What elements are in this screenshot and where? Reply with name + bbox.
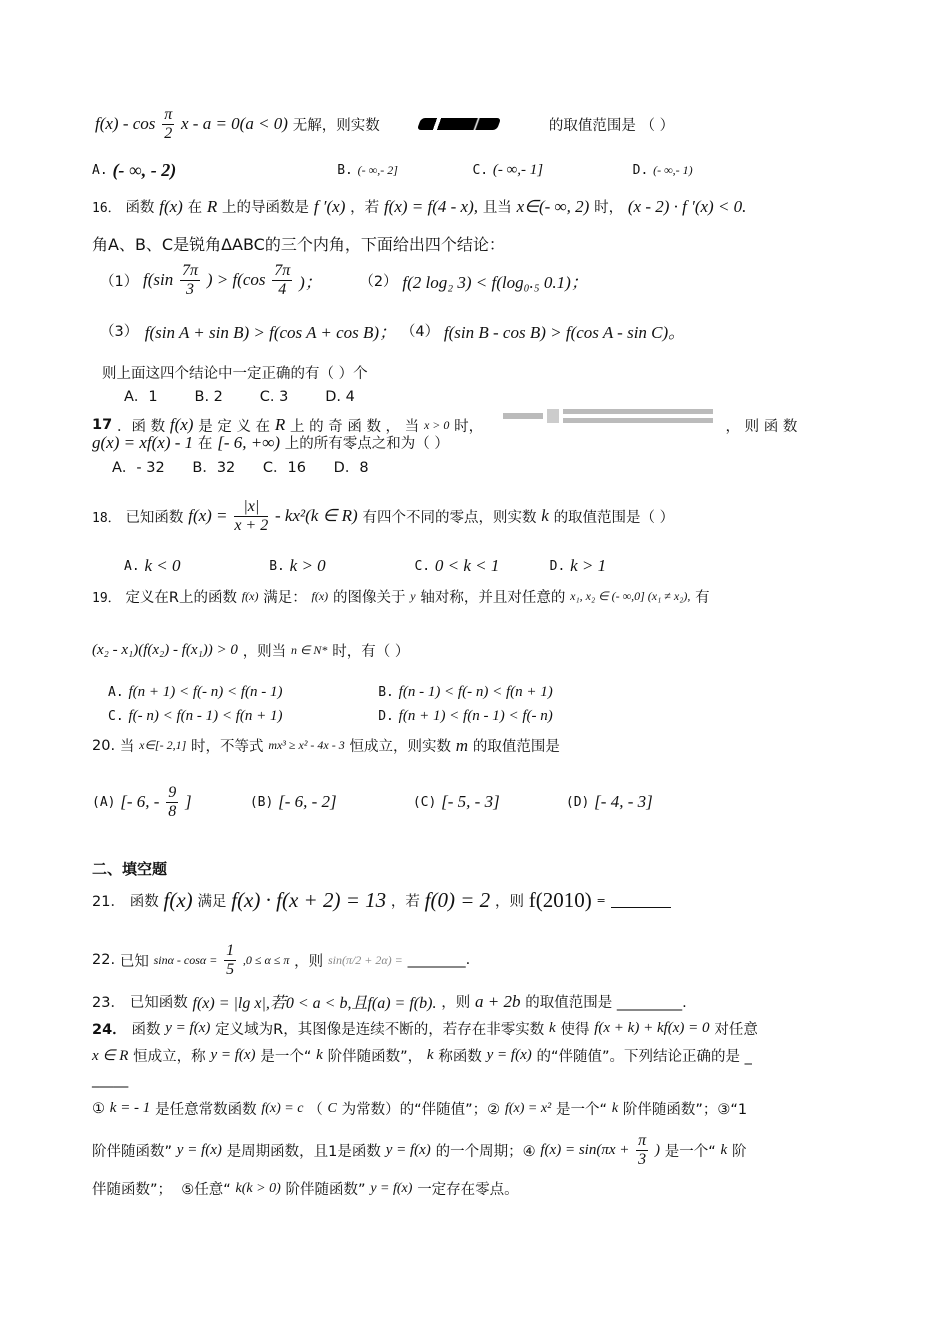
text: 上的导函数是 [222, 200, 310, 216]
option-b-value: k > 0 [289, 556, 326, 575]
option-c-value: (- ∞,- 1] [492, 162, 544, 178]
option-c-value: f(- n) < f(n - 1) < f(n + 1) [128, 707, 283, 724]
problem-17-options [112, 456, 369, 477]
math-expr: k [316, 1047, 323, 1063]
text: 满足 [197, 894, 227, 910]
option-c-value: [- 5, - 3] [441, 792, 500, 812]
statement-label: （3） [100, 324, 139, 340]
math-expr: n ∈ N* [290, 643, 328, 657]
options-text: A．1 B. 2 C. 3 D. 4 [124, 389, 355, 405]
answer-blank[interactable] [611, 893, 671, 908]
math-expr: ,0 ≤ α ≤ π [242, 952, 290, 967]
math-expr: k [549, 1020, 556, 1036]
math-expr: f(sin B - cos B) > f(cos A - sin C)。 [443, 323, 686, 342]
statement-label: （4） [400, 324, 440, 340]
problem-number: 20. [92, 737, 116, 754]
text: 的“伴随值”。下列结论正确的是 _ [536, 1049, 752, 1065]
option-label-c: C. [108, 708, 124, 724]
problem-20-stem [92, 735, 560, 756]
text: 函数 [125, 200, 155, 216]
math-expr: f(2010) [528, 888, 592, 912]
math-expr: sin(π/2 + 2α) = [327, 952, 403, 967]
math-expr: y = f(x) [176, 1141, 222, 1158]
text: 是一个“ [260, 1049, 312, 1065]
math-expr: f(x) = [188, 506, 228, 526]
math-expr: - kx²(k ∈ R) [275, 506, 358, 526]
text: 伴随函数”； ⑤任意“ [92, 1182, 231, 1198]
option-label-b: B. [337, 163, 353, 178]
fraction [180, 262, 200, 298]
math-expr: y [410, 589, 416, 603]
text: 在 [197, 436, 213, 452]
fraction-denominator: 5 [226, 960, 235, 978]
problem-number: 21． [92, 894, 125, 910]
text: 阶伴随函数”；③“1 [622, 1102, 748, 1118]
problem-16-options [124, 385, 355, 406]
option-label-a: A. [108, 684, 124, 700]
math-expr: f ′(x) [313, 196, 346, 216]
text: ① [92, 1100, 105, 1117]
text: ，则当 [242, 644, 287, 660]
math-expr: mx³ ≥ x² - 4x - 3 [268, 738, 345, 752]
text: 已知 [119, 953, 149, 970]
problem-17-stem [92, 405, 797, 436]
text: 定义域为R，其图像是连续不断的，若存在非零实数 [215, 1022, 545, 1038]
problem-16-statements-3-4 [100, 318, 685, 343]
text: 恒成立，则实数 [349, 739, 452, 755]
text: ，则 [494, 894, 524, 910]
math-expr: sinα - cosα = [153, 952, 218, 967]
text: 有 [695, 590, 710, 606]
option-label-a: A. [124, 558, 140, 574]
option-label-b: B. [378, 684, 394, 700]
math-expr: k(k > 0) [235, 1180, 281, 1196]
fraction-denominator: 3 [186, 280, 195, 298]
option-label-a: A. [92, 163, 108, 178]
options-text: A．- 32 B．32 C．16 D．8 [112, 460, 369, 476]
option-d-value: k > 1 [570, 556, 607, 575]
option-label-a: (A) [92, 794, 116, 810]
fraction [166, 784, 178, 820]
answer-blank[interactable]: _____ [92, 1072, 129, 1088]
option-b-value: [- 6, - 2] [278, 792, 337, 812]
text: 则上面这四个结论中一定正确的有（ ）个 [102, 366, 368, 382]
option-a-value: (- ∞, - 2) [112, 160, 177, 180]
math-expr: x∈(- ∞, 2) [516, 196, 590, 216]
math-expr: y = f(x) [165, 1020, 211, 1036]
math-expr: f(x + k) + kf(x) = 0 [594, 1020, 710, 1036]
math-expr: ) [654, 1141, 660, 1158]
text: 阶伴随函数” [285, 1182, 366, 1198]
option-c-value: 0 < k < 1 [434, 556, 500, 575]
option-label-c: C. [472, 163, 489, 178]
text: ，则 [294, 953, 324, 970]
text: 当 [119, 739, 135, 755]
text: 是任意常数函数 [155, 1102, 257, 1118]
text: 使得 [560, 1022, 590, 1038]
text: 的图像关于 [332, 590, 406, 606]
math-expr: (x - 2) · f ′(x) < 0. [627, 196, 747, 216]
option-label-c: C. [414, 558, 431, 574]
fraction-denominator: 4 [278, 280, 287, 298]
illegible-glyph [417, 118, 501, 130]
problem-19-condition [92, 640, 409, 661]
option-d-value: [- 4, - 3] [594, 792, 653, 812]
math-expr: f(x) = |lg x|,若0 < a < b,且f(a) = f(b). [192, 995, 437, 1012]
math-expr: f(x) = sin(πx + [540, 1141, 630, 1158]
math-expr: m [455, 735, 469, 755]
problem-18-options [124, 556, 606, 576]
text: 轴对称，并且对任意的 [420, 590, 566, 606]
statement-label: （2） [359, 273, 398, 290]
option-b-value: f(n - 1) < f(- n) < f(n + 1) [398, 683, 553, 700]
fraction-numerator: 1 [226, 942, 235, 959]
text: 的一个周期；④ [435, 1143, 536, 1160]
fraction-numerator: π [164, 106, 173, 123]
section-title: 二、填空题 [92, 860, 168, 878]
fraction-numerator: 9 [168, 784, 177, 801]
math-expr: y = f(x) [210, 1047, 256, 1063]
option-a-value: [- 6, - [120, 792, 160, 812]
option-label-d: D. [549, 558, 566, 574]
option-b-value: (- ∞,- 2] [357, 163, 398, 177]
problem-24-definition [92, 1045, 752, 1066]
problem-19-options-ab [108, 682, 553, 701]
text: 是周期函数，且1是函数 [226, 1143, 381, 1160]
problem-number: 23． [92, 995, 125, 1011]
text: 上 的 奇 函 数 ， 当 [290, 418, 420, 435]
text: 时，不等式 [191, 739, 264, 755]
fraction-denominator: 3 [638, 1150, 647, 1168]
math-expr: f(x) = x² [504, 1100, 552, 1116]
problem-19-stem [92, 586, 710, 607]
math-expr: k = - 1 [109, 1100, 151, 1116]
math-expr: x∈[- 2,1] [139, 738, 187, 752]
text: 称函数 [438, 1049, 482, 1065]
math-expr: k [541, 506, 549, 526]
text: 上的所有零点之和为（ ） [284, 436, 449, 452]
problem-17-question [92, 432, 449, 453]
problem-24-stem [92, 1018, 758, 1039]
text: 恒成立，称 [133, 1049, 206, 1065]
problem-number: 19． [92, 591, 121, 606]
problem-24-statements-2 [92, 1132, 746, 1168]
piecewise-formula-garbled [501, 405, 721, 429]
answer-blank[interactable]: ________. [407, 952, 471, 969]
problem-15-options [92, 160, 693, 181]
math-expr: f(sin A + sin B) > f(cos A + cos B)； [144, 323, 397, 342]
text: 是一个“ [556, 1102, 608, 1118]
option-a-value-end: ] [185, 792, 192, 812]
math-expr: y = f(x) [370, 1180, 413, 1196]
option-label-d: (D) [565, 794, 590, 810]
text: 时， [454, 418, 484, 435]
math-expr: ) > f(cos [206, 270, 266, 290]
math-expr: x ∈ R [92, 1048, 129, 1064]
text: 为常数）的“伴随值”；② [341, 1102, 501, 1118]
option-label-b: B. [269, 558, 285, 574]
problem-number: 17 [92, 417, 113, 433]
text: 且当 [482, 200, 512, 216]
math-expr: (x₂ - x₁)(f(x₂) - f(x₁)) > 0 [92, 642, 238, 658]
fraction-numerator: π [638, 1132, 647, 1149]
text: ，若 [390, 894, 420, 910]
fraction-numerator: 7π [182, 262, 199, 279]
problem-23-stem [92, 990, 687, 1013]
text: ，则 [441, 995, 471, 1011]
problem-16-statements-1-2 [100, 262, 588, 298]
fraction-denominator: x + 2 [234, 516, 269, 534]
problem-15-stem [95, 106, 674, 142]
math-expr: R [206, 196, 218, 216]
math-expr: x₁, x₂ ∈ (- ∞,0] (x₁ ≠ x₂), [570, 589, 691, 603]
text: 是 定 义 在 [198, 418, 271, 435]
math-expr: R [274, 415, 286, 434]
math-expr: f(x) - cos [95, 114, 156, 134]
text: 在 [187, 200, 203, 216]
math-expr: a + 2b [475, 991, 521, 1011]
math-expr: f(sin [143, 270, 174, 290]
text: 是一个“ [664, 1143, 716, 1160]
text: 时，有（ ） [332, 644, 410, 660]
math-expr: [- 6, +∞) [217, 432, 280, 452]
fraction [224, 942, 236, 978]
section-heading [92, 858, 167, 879]
math-expr: y = f(x) [486, 1047, 532, 1063]
text: 时， [594, 200, 624, 216]
math-expr: f(x) [159, 196, 183, 216]
math-expr: f(x) [311, 589, 329, 603]
math-expr: )； [299, 272, 322, 292]
problem-number: 22. [92, 952, 116, 969]
text: 满足： [263, 590, 307, 606]
fraction-numerator: |x| [234, 498, 268, 517]
text: 的取值范围是 [472, 739, 560, 755]
math-expr: x - a = 0(a < 0) [181, 114, 288, 134]
text: ．函 数 [116, 418, 166, 435]
math-expr: f(0) = 2 [424, 888, 491, 912]
problem-number: 18． [92, 510, 121, 526]
math-expr: f(x) [241, 589, 259, 603]
option-a-value: f(n + 1) < f(- n) < f(n - 1) [128, 683, 283, 700]
problem-22-stem [92, 942, 470, 978]
fraction [162, 106, 174, 142]
text: 角A、B、C是锐角ΔABC的三个内角，下面给出四个结论： [92, 235, 505, 254]
text: （ [308, 1102, 323, 1118]
text: 的取值范围是（ ） [553, 509, 675, 526]
math-expr: f(x) [169, 415, 194, 434]
math-expr: f(x) = f(4 - x), [383, 196, 479, 216]
text: 函数 [129, 894, 159, 910]
fraction [234, 498, 268, 534]
text: 对任意 [714, 1022, 758, 1038]
fraction-numerator: 7π [274, 262, 291, 279]
problem-24-blank [92, 1070, 128, 1088]
text: ，若 [350, 200, 380, 216]
math-expr: x > 0 [423, 417, 450, 432]
problem-21-stem [92, 888, 671, 913]
problem-20-options [92, 784, 653, 820]
math-expr: f(2 log₂ 3) < f(log₀.₅ 0.1)； [402, 272, 588, 292]
text: 的取值范围是 （ ） [548, 117, 675, 134]
math-expr: f(x) · f(x + 2) = 13 [231, 888, 387, 912]
option-d-value: (- ∞,- 1) [653, 163, 693, 177]
math-expr: C [327, 1100, 337, 1116]
math-expr: y = f(x) [385, 1141, 431, 1158]
problem-number: 24． [92, 1022, 127, 1038]
fraction-denominator: 2 [164, 124, 173, 142]
math-expr: k [426, 1047, 434, 1063]
option-d-value: f(n + 1) < f(n - 1) < f(- n) [398, 707, 553, 724]
text: 定义在R上的函数 [125, 590, 238, 606]
text: 阶 [731, 1143, 747, 1160]
option-a-value: k < 0 [144, 556, 181, 575]
option-label-b: (B) [249, 794, 274, 810]
problem-number: 16． [92, 201, 121, 216]
text: 阶伴随函数” [92, 1143, 173, 1160]
text: 函数 [131, 1022, 161, 1038]
problem-16-question [102, 362, 368, 383]
text: 已知函数 [129, 995, 188, 1011]
option-label-c: (C) [412, 794, 437, 810]
math-expr: k [611, 1100, 619, 1116]
problem-18-stem [92, 498, 674, 534]
text: 阶伴随函数”， [327, 1049, 423, 1065]
text: ， 则 函 数 [725, 418, 798, 435]
text: 无解，则实数 [292, 117, 380, 134]
text: 有四个不同的零点，则实数 [362, 509, 537, 526]
option-label-d: D. [378, 708, 394, 724]
fraction [272, 262, 292, 298]
math-expr: k [720, 1141, 728, 1158]
text: 已知函数 [125, 509, 184, 526]
text: 一定存在零点。 [417, 1182, 519, 1198]
fraction [636, 1132, 648, 1168]
statement-label: （1） [100, 273, 139, 290]
answer-blank[interactable]: 的取值范围是 _________. [525, 995, 687, 1011]
math-expr: g(x) = xf(x) - 1 [92, 432, 194, 452]
problem-19-options-cd [108, 706, 553, 725]
math-expr: f(x) = c [261, 1100, 304, 1116]
problem-16-context [92, 232, 505, 255]
option-label-d: D. [632, 163, 649, 178]
text: = [596, 894, 606, 907]
problem-24-statements-3 [92, 1178, 519, 1199]
problem-24-statements-1 [92, 1098, 747, 1119]
problem-16-stem [92, 196, 746, 217]
math-expr: f(x) [163, 888, 193, 912]
fraction-denominator: 8 [168, 802, 177, 820]
